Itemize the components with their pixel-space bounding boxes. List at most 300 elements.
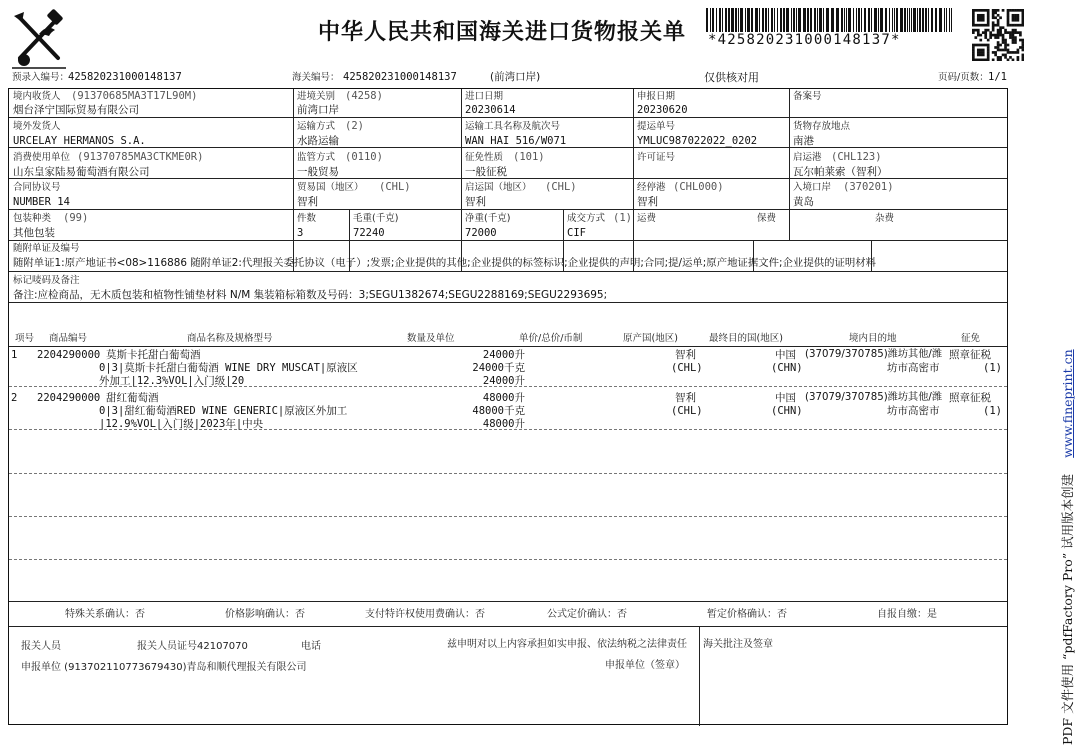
qr-module bbox=[1022, 21, 1024, 24]
customs-port: (前湾口岸) bbox=[490, 71, 541, 83]
qr-module bbox=[1022, 44, 1024, 47]
barcode-bar bbox=[780, 8, 782, 32]
col-header-code: 商品编号 bbox=[49, 333, 88, 344]
entry-port-label: 进境关别 bbox=[297, 91, 336, 102]
qr-module bbox=[979, 24, 982, 27]
declarant-label: 报关人员 bbox=[21, 641, 61, 652]
qr-module bbox=[987, 44, 990, 47]
qr-module bbox=[979, 34, 982, 37]
qr-module bbox=[984, 29, 987, 32]
qr-module bbox=[987, 51, 990, 54]
qr-module bbox=[987, 54, 990, 57]
qr-module bbox=[1022, 11, 1024, 14]
qr-module bbox=[994, 11, 997, 14]
qr-module bbox=[982, 9, 985, 12]
qr-module bbox=[1017, 14, 1020, 17]
qr-module bbox=[1014, 24, 1017, 27]
docs-label: 随附单证及编号 bbox=[13, 243, 80, 254]
item-qty: 48000千克 bbox=[472, 405, 525, 417]
barcode-bar bbox=[904, 8, 906, 32]
entry-place-label: 入境口岸 bbox=[793, 182, 832, 193]
qr-module bbox=[1014, 16, 1017, 19]
qr-module bbox=[1002, 39, 1005, 42]
qr-module bbox=[984, 44, 987, 47]
qr-module bbox=[982, 51, 985, 54]
col-header-dest-country: 最终目的国(地区) bbox=[709, 333, 783, 344]
barcode-bar bbox=[848, 8, 851, 32]
qr-module bbox=[1012, 51, 1015, 54]
item-levy-code: (1) bbox=[983, 362, 1002, 374]
qr-module bbox=[994, 51, 997, 54]
item-qty: 24000升 bbox=[482, 375, 525, 387]
qr-module bbox=[982, 59, 985, 61]
qr-module bbox=[1007, 11, 1010, 14]
qr-module bbox=[972, 46, 975, 49]
item-levy: 照章征税 bbox=[949, 392, 991, 404]
barcode-bar bbox=[909, 8, 910, 32]
qr-module bbox=[972, 54, 975, 57]
qr-module bbox=[977, 34, 980, 37]
qr-module bbox=[1002, 54, 1005, 57]
barcode-bar bbox=[759, 8, 760, 32]
barcode-bar bbox=[728, 8, 730, 32]
barcode-bar bbox=[907, 8, 908, 32]
item-no: 1 bbox=[11, 349, 18, 361]
qr-module bbox=[1012, 24, 1015, 27]
trade-country: 智利 bbox=[297, 196, 318, 208]
qr-module bbox=[1012, 59, 1015, 61]
barcode-bar bbox=[747, 8, 750, 32]
net-label: 净重(千克) bbox=[465, 213, 511, 224]
qr-module bbox=[987, 21, 990, 24]
watermark-text: PDF 文件使用 “pdfFactory Pro” 试用版本创建 bbox=[1060, 473, 1075, 745]
qr-module bbox=[1009, 9, 1012, 12]
barcode-bar bbox=[880, 8, 883, 32]
qr-module bbox=[1017, 51, 1020, 54]
item-name-line: |12.9%VOL|入门级|2023年|中央 bbox=[99, 418, 264, 430]
qr-module bbox=[1004, 29, 1007, 32]
item-name-line: 甜红葡萄酒 bbox=[106, 392, 159, 404]
qr-module bbox=[972, 14, 975, 17]
deal-mode-code: (1) bbox=[613, 212, 632, 224]
qr-module bbox=[1022, 49, 1024, 52]
barcode-bar bbox=[774, 8, 775, 32]
qr-module bbox=[1004, 54, 1007, 57]
item-dest-country-code: (CHN) bbox=[771, 405, 803, 417]
barcode-bar bbox=[765, 8, 767, 32]
item-qty: 24000千克 bbox=[472, 362, 525, 374]
qr-module bbox=[984, 34, 987, 37]
barcode-text: *425820231000148137* bbox=[708, 32, 901, 48]
qr-module bbox=[987, 49, 990, 52]
qr-module bbox=[1004, 31, 1007, 34]
qr-module bbox=[987, 19, 990, 22]
item-qty: 48000升 bbox=[482, 418, 525, 430]
misc-label: 杂费 bbox=[875, 213, 895, 224]
qr-module bbox=[977, 16, 980, 19]
qr-module bbox=[1007, 59, 1010, 61]
vessel: WAN HAI 516/W071 bbox=[465, 135, 567, 147]
qr-module bbox=[992, 51, 995, 54]
supervision-code: (0110) bbox=[345, 151, 383, 163]
qr-module bbox=[1014, 29, 1017, 32]
qr-module bbox=[997, 9, 1000, 12]
qr-module bbox=[1007, 14, 1010, 17]
qr-module bbox=[1004, 49, 1007, 52]
qr-module bbox=[1022, 59, 1024, 61]
docs: 随附单证1:原产地证书<08>116886 随附单证2:代理报关委托协议（电子）;发票;企业提供的其他;企业提供的标签标识;企业提供的声明;合同;提/运单;原产地证据文件;企业提供的证明材料 bbox=[13, 257, 877, 269]
barcode-bar bbox=[814, 8, 816, 32]
barcode-bar bbox=[755, 8, 758, 32]
qr-module bbox=[972, 31, 975, 34]
item-domestic-dest: (37079/370785)潍坊其他/潍 bbox=[805, 349, 943, 360]
item-levy: 照章征税 bbox=[949, 349, 991, 361]
user-code: (91370785MA3CTKME0R) bbox=[77, 151, 204, 163]
transit-port: 智利 bbox=[637, 196, 658, 208]
qr-module bbox=[987, 29, 990, 32]
qr-module bbox=[999, 59, 1002, 61]
qr-module bbox=[1004, 44, 1007, 47]
pieces: 3 bbox=[297, 227, 304, 239]
levy-code: (101) bbox=[513, 151, 545, 163]
barcode-bar bbox=[913, 8, 916, 32]
page-value: 1/1 bbox=[988, 71, 1007, 83]
qr-module bbox=[997, 56, 1000, 59]
entry-place-code: (370201) bbox=[843, 181, 894, 193]
barcode-bar bbox=[735, 8, 737, 32]
item-qty: 24000升 bbox=[482, 349, 525, 361]
col-header-levy: 征免 bbox=[961, 333, 981, 344]
barcode-bar bbox=[710, 8, 711, 32]
barcode-bar bbox=[831, 8, 834, 32]
qr-module bbox=[972, 21, 975, 24]
qr-module bbox=[1017, 49, 1020, 52]
origin-country-label: 启运国（地区） bbox=[465, 182, 532, 193]
qr-module bbox=[972, 19, 975, 22]
confirm-self-pay: 自报自缴：是 bbox=[877, 609, 937, 620]
qr-module bbox=[972, 44, 975, 47]
qr-module bbox=[1012, 39, 1015, 42]
qr-module bbox=[1017, 59, 1020, 61]
item-domestic-dest: (37079/370785)潍坊其他/潍 bbox=[805, 392, 943, 403]
qr-module bbox=[987, 46, 990, 49]
qr-module bbox=[1022, 19, 1024, 22]
qr-module bbox=[1012, 29, 1015, 32]
qr-module bbox=[992, 26, 995, 29]
supervision: 一般贸易 bbox=[297, 166, 339, 178]
barcode-bar bbox=[946, 8, 947, 32]
phone-label: 电话 bbox=[301, 641, 321, 652]
qr-module bbox=[997, 46, 1000, 49]
bl-no: YMLUC987022022_0202 bbox=[637, 135, 758, 147]
item-origin-code: (CHL) bbox=[671, 362, 703, 374]
qr-module bbox=[987, 11, 990, 14]
qr-module bbox=[982, 44, 985, 47]
qr-module bbox=[994, 16, 997, 19]
origin-country: 智利 bbox=[465, 196, 486, 208]
barcode-bar bbox=[922, 8, 924, 32]
qr-module bbox=[984, 59, 987, 61]
qr-module bbox=[1002, 36, 1005, 39]
qr-module bbox=[977, 51, 980, 54]
qr-module bbox=[979, 9, 982, 12]
qr-module bbox=[984, 9, 987, 12]
contract: NUMBER 14 bbox=[13, 196, 70, 208]
barcode-bar bbox=[791, 8, 792, 32]
barcode-bar bbox=[928, 8, 929, 32]
qr-module bbox=[992, 29, 995, 32]
item-origin: 智利 bbox=[675, 349, 696, 361]
license-label: 许可证号 bbox=[637, 152, 676, 163]
consignee-label: 境内收货人 bbox=[13, 91, 61, 102]
qr-module bbox=[1009, 51, 1012, 54]
customs-approval-label: 海关批注及签章 bbox=[703, 639, 773, 650]
qr-module bbox=[1002, 49, 1005, 52]
declarant-cert: 报关人员证号42107070 bbox=[137, 641, 248, 652]
col-header-origin: 原产国(地区) bbox=[623, 333, 678, 344]
qr-module bbox=[1009, 34, 1012, 37]
qr-module bbox=[987, 9, 990, 12]
levy: 一般征税 bbox=[465, 166, 507, 178]
qr-module bbox=[999, 16, 1002, 19]
barcode-bar bbox=[725, 8, 727, 32]
qr-module bbox=[1007, 19, 1010, 22]
barcode-bar bbox=[858, 8, 860, 32]
barcode-bar bbox=[861, 8, 862, 32]
barcode-bar bbox=[803, 8, 806, 32]
qr-module bbox=[977, 19, 980, 22]
declare-date: 20230620 bbox=[637, 104, 688, 116]
qr-module bbox=[989, 36, 992, 39]
qr-module bbox=[982, 14, 985, 17]
qr-module bbox=[1012, 19, 1015, 22]
qr-module bbox=[1022, 41, 1024, 44]
qr-module bbox=[997, 34, 1000, 37]
barcode-bar bbox=[786, 8, 789, 32]
qr-module bbox=[1017, 31, 1020, 34]
item-name-line: 0|3|甜红葡萄酒RED WINE GENERIC|原液区外加工 bbox=[99, 405, 348, 417]
qr-module bbox=[1004, 39, 1007, 42]
barcode-bar bbox=[745, 8, 746, 32]
barcode-bar bbox=[731, 8, 734, 32]
qr-module bbox=[972, 56, 975, 59]
confirm-special: 特殊关系确认：否 bbox=[65, 609, 145, 620]
qr-module bbox=[1022, 9, 1024, 12]
shipper-name: URCELAY HERMANOS S.A. bbox=[13, 135, 146, 147]
qr-module bbox=[979, 59, 982, 61]
qr-module bbox=[982, 31, 985, 34]
col-header-name: 商品名称及规格型号 bbox=[187, 333, 273, 344]
barcode-bar bbox=[793, 8, 795, 32]
qr-module bbox=[994, 9, 997, 12]
qr-module bbox=[987, 59, 990, 61]
qr-module bbox=[997, 41, 1000, 44]
item-qty: 48000升 bbox=[482, 392, 525, 404]
qr-module bbox=[1019, 34, 1022, 37]
barcode-bar bbox=[798, 8, 801, 32]
barcode-bar bbox=[949, 8, 950, 32]
qr-module bbox=[997, 29, 1000, 32]
item-origin: 智利 bbox=[675, 392, 696, 404]
confirm-formula: 公式定价确认：否 bbox=[547, 609, 627, 620]
barcode-bar bbox=[939, 8, 942, 32]
levy-label: 征免性质 bbox=[465, 152, 504, 163]
transit-port-code: (CHL000) bbox=[673, 181, 724, 193]
dep-port-code: (CHL123) bbox=[831, 151, 882, 163]
qr-module bbox=[992, 9, 995, 12]
barcode-bar bbox=[796, 8, 797, 32]
pack-type-code: (99) bbox=[63, 212, 89, 224]
marks-label: 标记唛码及备注 bbox=[13, 275, 80, 286]
qr-module bbox=[977, 59, 980, 61]
customs-emblem-icon bbox=[10, 8, 68, 70]
consignee-name: 烟台泽宁国际贸易有限公司 bbox=[13, 104, 139, 116]
qr-module bbox=[989, 31, 992, 34]
qr-module bbox=[1009, 36, 1012, 39]
barcode-bar bbox=[868, 8, 870, 32]
qr-module bbox=[1022, 39, 1024, 42]
qr-module bbox=[977, 24, 980, 27]
barcode-bar bbox=[740, 8, 743, 32]
customs-no: 425820231000148137 bbox=[343, 71, 457, 83]
item-dest-country: 中国 bbox=[775, 349, 796, 361]
qr-module bbox=[977, 49, 980, 52]
item-code: 2204290000 bbox=[37, 349, 101, 361]
watermark-url[interactable]: www.fineprint.cn bbox=[1060, 349, 1075, 458]
qr-module bbox=[1004, 41, 1007, 44]
qr-module bbox=[979, 54, 982, 57]
qr-module bbox=[1017, 24, 1020, 27]
qr-module bbox=[994, 54, 997, 57]
barcode-bar bbox=[951, 8, 952, 32]
qr-module bbox=[979, 49, 982, 52]
qr-module bbox=[979, 16, 982, 19]
qr-module bbox=[1022, 56, 1024, 59]
qr-module bbox=[992, 14, 995, 17]
item-name-line: 0|3|莫斯卡托甜白葡萄酒 WINE DRY MUSCAT|原液区 bbox=[99, 362, 358, 374]
entry-port-code: (4258) bbox=[345, 90, 383, 102]
qr-module bbox=[999, 34, 1002, 37]
barcode-bar bbox=[817, 8, 818, 32]
qr-module bbox=[974, 9, 977, 12]
qr-module bbox=[1002, 9, 1005, 12]
qr-module bbox=[1019, 46, 1022, 49]
qr-module bbox=[999, 49, 1002, 52]
confirm-provisional: 暂定价格确认：否 bbox=[707, 609, 787, 620]
qr-module bbox=[999, 31, 1002, 34]
barcode-bar bbox=[738, 8, 739, 32]
qr-module bbox=[1019, 9, 1022, 12]
qr-module bbox=[1017, 16, 1020, 19]
qr-module bbox=[987, 24, 990, 27]
qr-module bbox=[987, 39, 990, 42]
qr-module bbox=[977, 9, 980, 12]
qr-module bbox=[1012, 9, 1015, 12]
col-header-no: 项号 bbox=[15, 333, 35, 344]
qr-module bbox=[979, 19, 982, 22]
barcode-bar bbox=[896, 8, 898, 32]
bl-label: 提运单号 bbox=[637, 121, 676, 132]
qr-module bbox=[987, 14, 990, 17]
qr-module bbox=[1022, 14, 1024, 17]
qr-module bbox=[1009, 31, 1012, 34]
qr-module bbox=[984, 24, 987, 27]
user-name: 山东皇家陆易葡萄酒有限公司 bbox=[13, 166, 150, 178]
qr-module bbox=[1014, 14, 1017, 17]
qr-module bbox=[997, 19, 1000, 22]
barcode-bar bbox=[894, 8, 895, 32]
qr-module bbox=[1004, 46, 1007, 49]
item-code: 2204290000 bbox=[37, 392, 101, 404]
pre-entry-no: 425820231000148137 bbox=[68, 71, 182, 83]
barcode-bar bbox=[807, 8, 809, 32]
qr-module bbox=[1007, 21, 1010, 24]
qr-module bbox=[972, 11, 975, 14]
dep-port: 瓦尔帕莱索（智利） bbox=[793, 166, 888, 178]
gross: 72240 bbox=[353, 227, 385, 239]
trade-country-label: 贸易国（地区） bbox=[297, 182, 364, 193]
barcode-bar bbox=[768, 8, 769, 32]
barcode-bar bbox=[864, 8, 866, 32]
qr-module bbox=[997, 31, 1000, 34]
entry-place: 黄岛 bbox=[793, 196, 814, 208]
barcode-bar bbox=[878, 8, 879, 32]
qr-module bbox=[1022, 24, 1024, 27]
barcode-bar bbox=[810, 8, 812, 32]
qr-module bbox=[1012, 16, 1015, 19]
qr-module bbox=[1019, 39, 1022, 42]
qr-module bbox=[997, 14, 1000, 17]
qr-module bbox=[1007, 31, 1010, 34]
qr-module bbox=[994, 46, 997, 49]
qr-module bbox=[1017, 9, 1020, 12]
barcode-bar bbox=[919, 8, 921, 32]
barcode-bar bbox=[777, 8, 778, 32]
pre-entry-label: 预录入编号： bbox=[12, 72, 70, 83]
qr-module bbox=[1009, 24, 1012, 27]
qr-module bbox=[1007, 49, 1010, 52]
insurance-label: 保费 bbox=[757, 213, 777, 224]
qr-module bbox=[974, 29, 977, 32]
qr-module bbox=[979, 51, 982, 54]
item-name-line: 外加工|12.3%VOL|入门级|20 bbox=[99, 375, 245, 387]
deal-mode-label: 成交方式 bbox=[567, 213, 606, 224]
qr-module bbox=[1019, 24, 1022, 27]
qr-module bbox=[1022, 16, 1024, 19]
barcode-bar bbox=[819, 8, 822, 32]
qr-module bbox=[979, 39, 982, 42]
qr-module bbox=[1012, 36, 1015, 39]
trade-country-code: (CHL) bbox=[379, 181, 411, 193]
qr-module bbox=[1022, 54, 1024, 57]
qr-module bbox=[992, 59, 995, 61]
qr-module bbox=[1012, 41, 1015, 44]
qr-module bbox=[1007, 16, 1010, 19]
pdf-factory-watermark bbox=[1058, 349, 1076, 745]
qr-module bbox=[992, 11, 995, 14]
barcode-bar bbox=[874, 8, 877, 32]
qr-module bbox=[992, 16, 995, 19]
deal-mode: CIF bbox=[567, 227, 586, 239]
supervision-label: 监管方式 bbox=[297, 152, 336, 163]
barcode-bar bbox=[706, 8, 708, 32]
qr-module bbox=[972, 24, 975, 27]
dep-port-label: 启运港 bbox=[793, 152, 822, 163]
item-dest-country-code: (CHN) bbox=[771, 362, 803, 374]
item-domestic-dest: 坊市高密市 bbox=[887, 405, 940, 417]
qr-module bbox=[972, 59, 975, 61]
declare-seal-label: 申报单位（签章） bbox=[605, 660, 685, 671]
